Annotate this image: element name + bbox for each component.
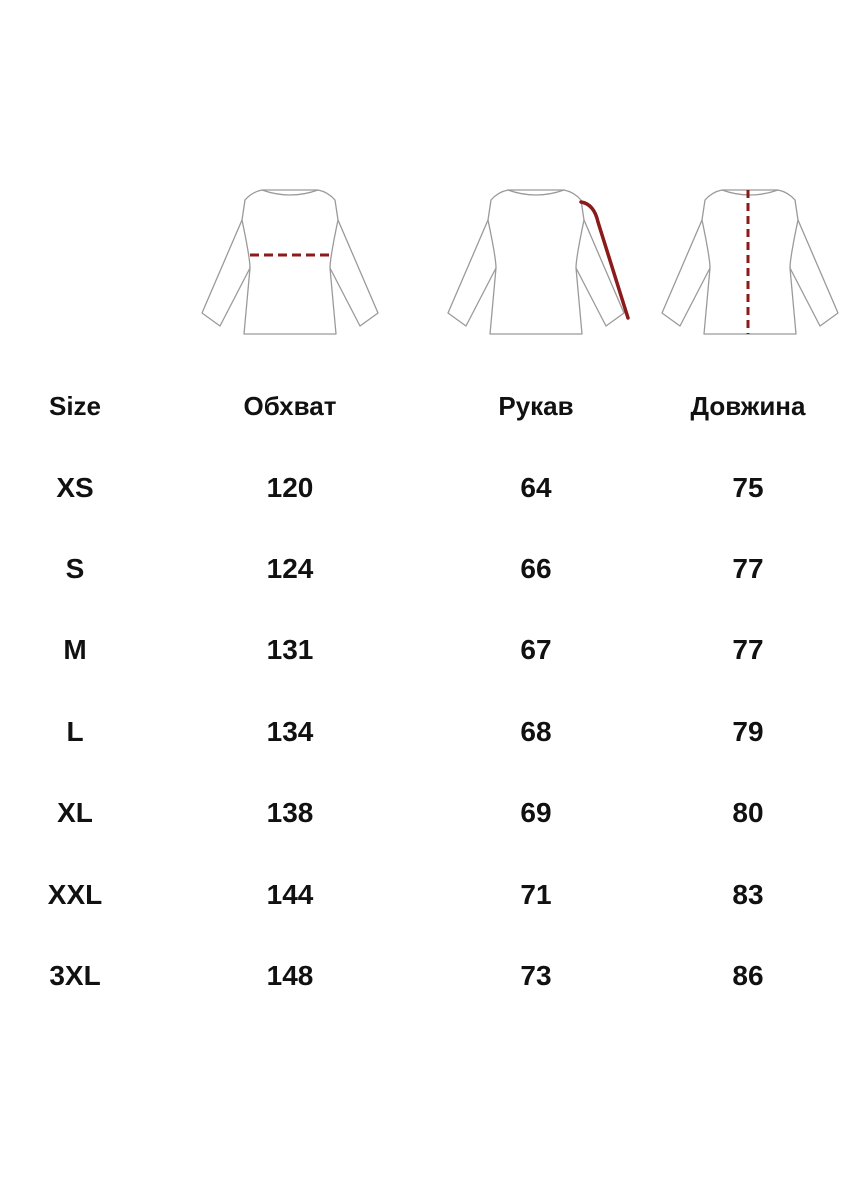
sweater-girth-icon xyxy=(190,178,390,363)
sleeve-diagram xyxy=(436,178,636,363)
row-xxl-girth: 144 xyxy=(266,879,314,910)
row-3xl-sleeve: 73 xyxy=(520,960,552,991)
row-m-length: 77 xyxy=(732,634,764,665)
row-xs-sleeve: 64 xyxy=(520,472,552,503)
row-xxl-sleeve: 71 xyxy=(520,879,552,910)
row-l-girth: 134 xyxy=(266,716,314,747)
row-l-length: 79 xyxy=(732,716,764,747)
row-s-sleeve: 66 xyxy=(520,553,552,584)
sweater-sleeve-icon xyxy=(436,178,636,363)
row-l-size: L xyxy=(66,716,84,747)
row-xs-girth: 120 xyxy=(266,472,314,503)
row-l-sleeve: 68 xyxy=(520,716,552,747)
row-xxl-size: XXL xyxy=(47,879,103,910)
row-xxl-length: 83 xyxy=(732,879,764,910)
header-sleeve: Рукав xyxy=(498,391,574,421)
row-m-sleeve: 67 xyxy=(520,634,552,665)
row-xl-size: XL xyxy=(57,797,93,828)
row-m-girth: 131 xyxy=(266,634,314,665)
row-xs-length: 75 xyxy=(732,472,764,503)
row-s-size: S xyxy=(65,553,85,584)
length-diagram xyxy=(650,178,850,363)
row-xl-sleeve: 69 xyxy=(520,797,552,828)
row-3xl-length: 86 xyxy=(732,960,764,991)
sweater-length-icon xyxy=(650,178,850,363)
row-3xl-girth: 148 xyxy=(266,960,314,991)
row-s-girth: 124 xyxy=(266,553,314,584)
row-3xl-size: 3XL xyxy=(49,960,101,991)
header-girth: Обхват xyxy=(243,391,337,421)
header-size: Size xyxy=(48,391,102,421)
header-length: Довжина xyxy=(690,391,806,421)
row-s-length: 77 xyxy=(732,553,764,584)
row-xl-girth: 138 xyxy=(266,797,314,828)
row-m-size: M xyxy=(63,634,87,665)
row-xl-length: 80 xyxy=(732,797,764,828)
row-xs-size: XS xyxy=(56,472,94,503)
girth-diagram xyxy=(190,178,390,363)
